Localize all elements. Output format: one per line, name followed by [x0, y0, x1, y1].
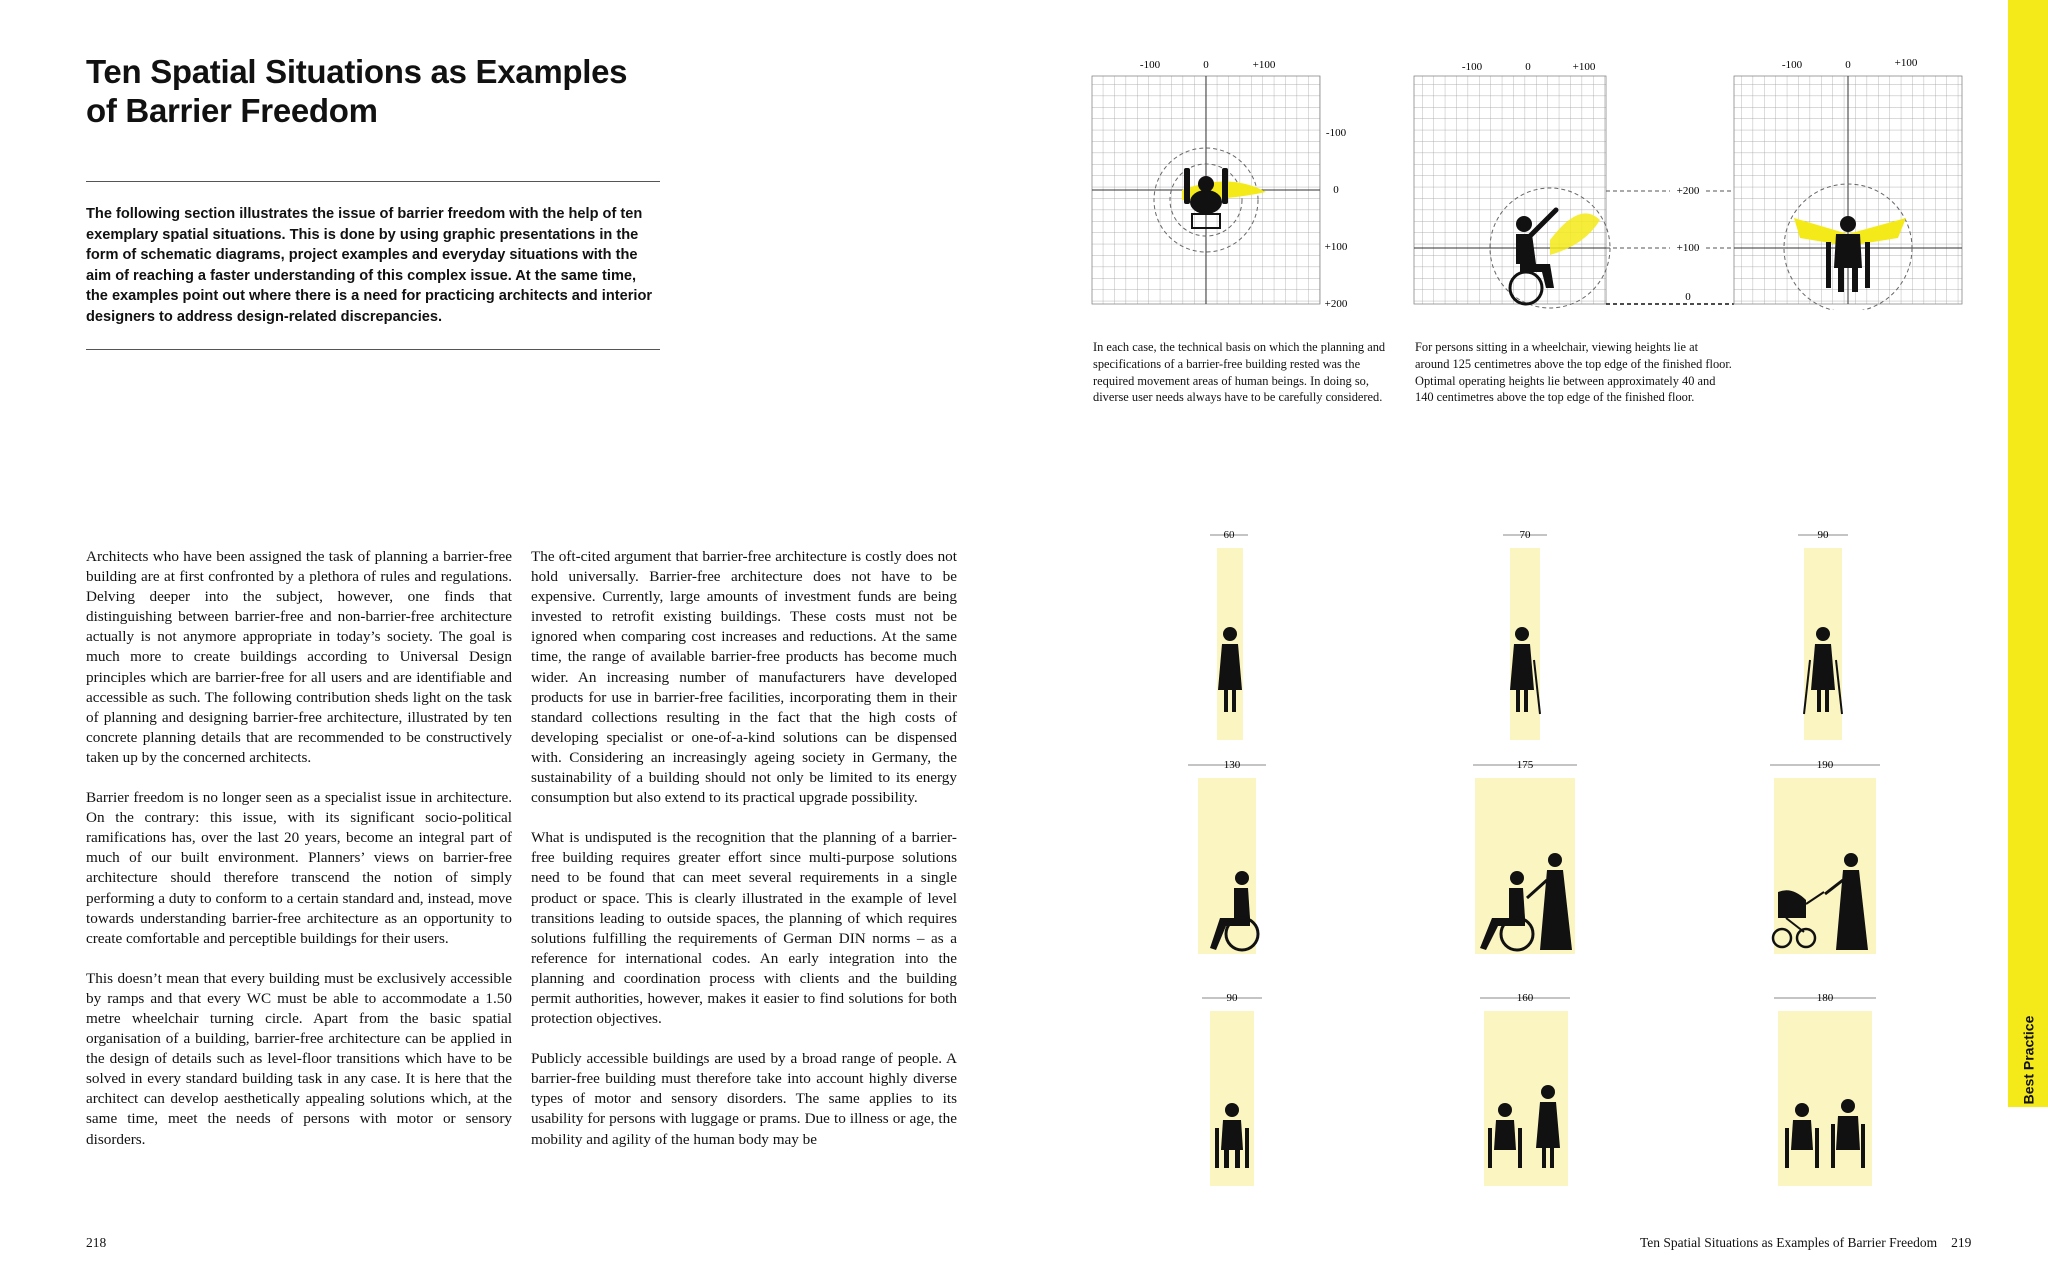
width-label: 90 [1226, 992, 1238, 1004]
width-diagram-70 [1503, 529, 1547, 740]
grid-axis-label: +100 [1676, 242, 1700, 254]
width-diagram-130 [1188, 759, 1266, 954]
title-rule-top [86, 181, 660, 182]
grid-axis-label: -100 [1325, 127, 1347, 139]
body-paragraph: Publicly accessible buildings are used by a broad range of people. A barrier-free building must therefore take into account highly diverse types of motor and sensory disorders. The same applies to its usability for persons with luggage or prams. Due to illness or age, the mobility and agility of the human body may be [531, 1050, 957, 1148]
width-diagram-190 [1770, 759, 1880, 954]
grid-axis-label: +100 [1252, 59, 1276, 71]
grid-axis-label: +200 [1324, 298, 1348, 310]
grid-axis-label: 0 [1845, 59, 1851, 71]
body-paragraph: What is undisputed is the recognition that the planning of a barrier-free building requires greater effort since multi-purpose solutions need to be found that can meet several requirements in a single product or space. This is clearly illustrated in the example of level transitions leading to outside spaces, the planning of which requires solutions fulfilling the requirements of German DIN norms – as a reference for international codes. An early integration into the planning and coordination process with clients and the building permit authorities, however, makes it easier to find solutions for both protection objectives. [531, 829, 957, 1028]
body-paragraph: This doesn’t mean that every building must be exclusively accessible by ramps and that every WC must be able to accommodate a 1.50 metre wheelchair turning circle. Apart from the basic spatial organisation of a building, barrier-free architecture can be applied in the design of details such as level-floor transitions which have to be solved in every standard building task in any case. It is here that the architect can develop aesthetically appealing solutions which, at the same time, meet the needs of persons with motor or sensory disorders. [86, 969, 512, 1148]
grid-axis-label: +100 [1324, 241, 1348, 253]
grid-axis-label: 0 [1525, 61, 1531, 73]
grid-axis-label: +100 [1894, 57, 1918, 69]
width-label: 60 [1223, 529, 1235, 541]
grid-axis-label: +200 [1676, 185, 1700, 197]
page-number-left: 218 [86, 1235, 107, 1250]
movement-area-diagrams [1080, 50, 1980, 310]
grid-axis-label: -100 [1461, 61, 1483, 73]
width-label: 190 [1816, 759, 1834, 771]
body-paragraph: The oft-cited argument that barrier-free architecture is costly does not hold universally. Barrier-free architecture does not have to be expensive. Currently, large amounts of investment funds are being invested to retrofit existing buildings. These costs must not be ignored when comparing cost increases and reductions. At the same time, the range of available barrier-free products has become much wider. An increasing number of manufacturers have developed products for use in barrier-free facilities, incorporating them in their standard collections resulting in the fact that the high costs of developing specialist or one-of-a-kind solutions can be dispensed with. Considering an increasingly ageing society in Germany, the sustainability of a building should not only be limited to its energy consumption but also extend to its practical upgrade possibility. [531, 548, 957, 807]
running-title: Ten Spatial Situations as Examples of Barrier Freedom [1640, 1235, 1938, 1250]
width-label: 70 [1519, 529, 1531, 541]
width-diagram-90-wheelchair [1202, 992, 1262, 1186]
intro-paragraph: The following section illustrates the issue of barrier freedom with the help of ten exemplary spatial situations. This is done by using graphic presentations in the form of schematic diagrams, project examples and everyday situations with the aim of reaching a faster understanding of this complex issue. At the same time, the examples point out where there is a need for practicing architects and interior designers to address design-related discrepancies. [86, 206, 653, 325]
width-diagram-160 [1480, 992, 1570, 1186]
grid-diagram-top-view [1092, 59, 1348, 310]
page-number-right: 219 [1951, 1235, 1972, 1250]
figure-caption-left: In each case, the technical basis on which the planning and specifications of a barrier-free building rested was the required movement areas of human beings. In doing so, diverse user needs always have to be carefully considered. [1093, 340, 1386, 405]
body-paragraph: Architects who have been assigned the task of planning a barrier-free building are at first confronted by a plethora of rules and regulations. Delving deeper into the subject, however, one finds that distinguishing between barrier-free and non-barrier-free architecture actually is not anymore appropriate in today’s society. The goal is much more to create buildings according to Universal Design principles which are barrier-free for all users and are identifiable and accessible as such. The following contribution sheds light on the task of planning and designing barrier-free architecture, illustrated by ten concrete planning details that are recommended to be constructively taken up by the concerned architects. [86, 548, 512, 766]
width-diagram-175 [1473, 759, 1577, 954]
page-title: Ten Spatial Situations as Examples of Barrier Freedom [86, 53, 628, 129]
width-diagram-60 [1210, 529, 1248, 740]
width-label: 90 [1817, 529, 1829, 541]
section-tab-label-wrapper [2011, 1000, 2045, 1120]
grid-axis-label: 0 [1203, 59, 1209, 71]
grid-axis-label: +100 [1572, 61, 1596, 73]
section-tab-label: Best Practice [2020, 1015, 2036, 1105]
width-label: 180 [1816, 992, 1834, 1004]
body-paragraph: Barrier freedom is no longer seen as a specialist issue in architecture. On the contrary: this issue, with its significant socio-political ramifications has, over the last 20 years, become an integral part of much of our built environment. Planners’ views on barrier-free architecture should therefore transcend the notion of simply performing a duty to conform to a certain standard and, instead, move towards understanding barrier-free architecture as an opportunity to create comfortable and perceptible buildings for their users. [86, 789, 512, 947]
width-label: 130 [1223, 759, 1241, 771]
grid-axis-label: -100 [1139, 59, 1161, 71]
width-diagram-180 [1774, 992, 1876, 1186]
figure-caption-right: For persons sitting in a wheelchair, viewing heights lie at around 125 centimetres above the top edge of the finished floor. Optimal operating heights lie between approximately 40 and 140 centimetres above the top edge of the finished floor. [1415, 340, 1732, 405]
passage-width-diagrams [1180, 520, 1900, 1190]
grid-axis-label: -100 [1781, 59, 1803, 71]
width-label: 175 [1516, 759, 1534, 771]
intro-rule-bottom [86, 349, 660, 350]
section-tab [2008, 0, 2048, 1107]
body-column-right [531, 547, 957, 1170]
width-label: 160 [1516, 992, 1534, 1004]
grid-diagram-reach-side [1414, 61, 1734, 308]
body-column-left [86, 547, 512, 1170]
grid-diagram-front-view [1734, 57, 1962, 310]
grid-axis-label: 0 [1333, 184, 1339, 196]
running-footer-right [1640, 1235, 1971, 1251]
width-diagram-90 [1798, 529, 1848, 740]
grid-axis-label: 0 [1685, 291, 1691, 303]
